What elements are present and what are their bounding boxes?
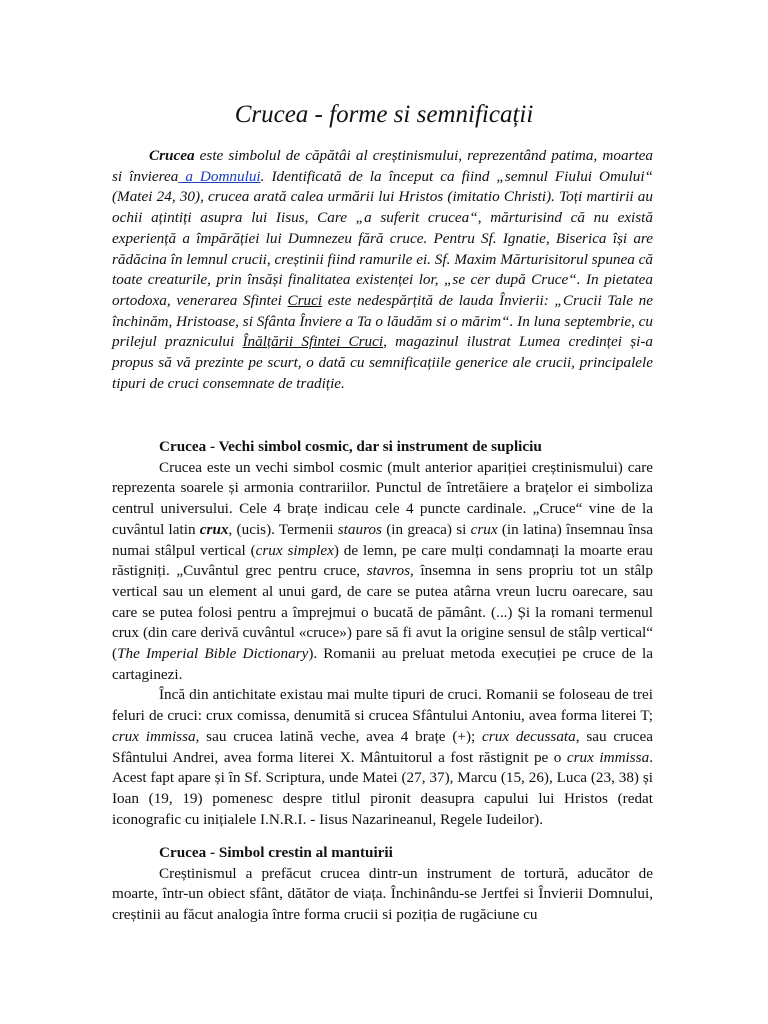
section-vechi-simbol <box>112 437 653 830</box>
section-simbol-crestin <box>112 843 653 926</box>
link-a-domnului[interactable]: a Domnului <box>178 167 261 185</box>
term-bible-dictionary: The Imperial Bible Dictionary <box>117 645 309 663</box>
text-run: , însemna in sens propriu tot un stâlp vertical sau un element al unui gard, de care se putea atârna vreun lucru oarecare, sau care se putea folosi pentru a împrejmui o bucată de pământ. (...) Și la romani termenul crux (din care derivă cuvântul «cruce») pare să fi avut la origine sensul de stâlp vertical“ ( <box>112 562 654 663</box>
text-run: , (ucis). Termenii <box>228 520 338 538</box>
term-stavros: stavros <box>366 562 411 580</box>
text-run: , sau crucea Sfântului Andrei, avea forma literei X. Mântuitorul a fost răstignit pe o <box>112 727 653 766</box>
text-run: ). Romanii au preluat metoda execuției pe cruce de la cartaginezi. <box>112 645 653 683</box>
term-stauros: stauros <box>337 520 382 538</box>
text-run: (in latina) însemnau însa numai stâlpul vertical ( <box>112 520 653 559</box>
page-title: Crucea - forme si semnificații <box>234 101 534 128</box>
term-crux: crux <box>470 520 498 538</box>
intro-paragraph <box>112 146 653 394</box>
text-run: (in greaca) si <box>381 520 471 538</box>
text-run: . Acest fapt apare și în Sf. Scriptura, unde Matei (27, 37), Marcu (15, 26), Luca (23, 38) și Ioan (19, 19) pomenesc despre titlul pironit deasupra capului lui Hristos (redat iconografic cu inițialele I.N.R.I. - Iisus Nazarineanul, Regele Iudeilor). <box>112 748 653 828</box>
text-run: , sau crucea latină veche, avea 4 brațe (+); <box>195 727 483 745</box>
link-inaltarea[interactable]: Înălțării Sfintei Cruci <box>242 333 384 351</box>
term-crux-immissa: crux immissa <box>566 748 650 766</box>
intro-text-3: este nedespărțită de lauda Învierii: „Crucii Tale ne închinăm, Hristoase, si Sfânta Înviere a Ta o lăudăm si o mărim“. In luna septembrie, cu prilejul praznicului <box>112 291 653 351</box>
text-run: ) de lemn, pe care mulți condamnați la moarte erau răstigniți. „Cuvântul grec pentru cruce, <box>112 541 653 580</box>
text-run: Încă din antichitate existau mai multe tipuri de cruci. Romanii se foloseau de trei feluri de cruci: crux comissa, denumită si crucea Sfântului Antoniu, avea forma literei T; <box>112 686 653 725</box>
section-paragraph <box>112 458 653 686</box>
section-paragraph <box>112 685 653 830</box>
term-crux-immissa: crux immissa <box>112 727 196 745</box>
link-cruci[interactable]: Cruci <box>287 291 323 309</box>
intro-text-1: este simbolul de căpătâi al creștinismului, reprezentând patima, moartea si învierea <box>112 147 653 185</box>
intro-text-2: . Identificată de la început ca fiind „semnul Fiului Omului“ (Matei 24, 30), crucea arată calea urmării lui Hristos (imitatio Christi). Toți martirii au ochii ațintiți asupra lui Iisus, Care „a suferit crucea“, mărturisind că nu există experiență a împărăției lui Dumnezeu fără cruce. Pentru Sf. Ignatie, Biserica își are rădăcina în lemnul crucii, creștinii fiind ramurile ei. Sf. Maxim Mărturisitorul spunea că toate creaturile, prin însăși finalitatea existenței lor, „se cer după Cruce“. In pietatea ortodoxa, venerarea Sfintei <box>112 167 654 309</box>
intro-text-4: , magazinul ilustrat Lumea credinței și-a propus să vă prezinte pe scurt, o dată cu semnificațiile generice ale crucii, principalele tipuri de cruci consemnate de tradiție. <box>112 333 654 392</box>
term-crux-simplex: crux simplex <box>255 541 334 559</box>
section-paragraph: Creștinismul a prefăcut crucea dintr-un instrument de tortură, aducător de moarte, într-un obiect sfânt, dătător de viața. Închinându-se Jertfei si Învierii Domnului, creștinii au făcut analogia între forma crucii si poziția de rugăciune cu <box>112 864 653 924</box>
text-run: Crucea este un vechi simbol cosmic (mult anterior apariției creștinismului) care reprezenta soarele și armonia contrariilor. Punctul de întretăiere a brațelor ei simboliza centrul universului. Cele 4 brațe indicau cele 4 puncte cardinale. „Cruce“ vine de la cuvântul latin <box>112 458 653 538</box>
term-crux-bold: crux <box>199 520 229 538</box>
section-heading: Crucea - Simbol crestin al mantuirii <box>159 844 393 861</box>
term-crux-decussata: crux decussata <box>482 727 576 745</box>
intro-crucea: Crucea <box>149 147 195 164</box>
section-heading: Crucea - Vechi simbol cosmic, dar si instrument de supliciu <box>159 438 542 455</box>
